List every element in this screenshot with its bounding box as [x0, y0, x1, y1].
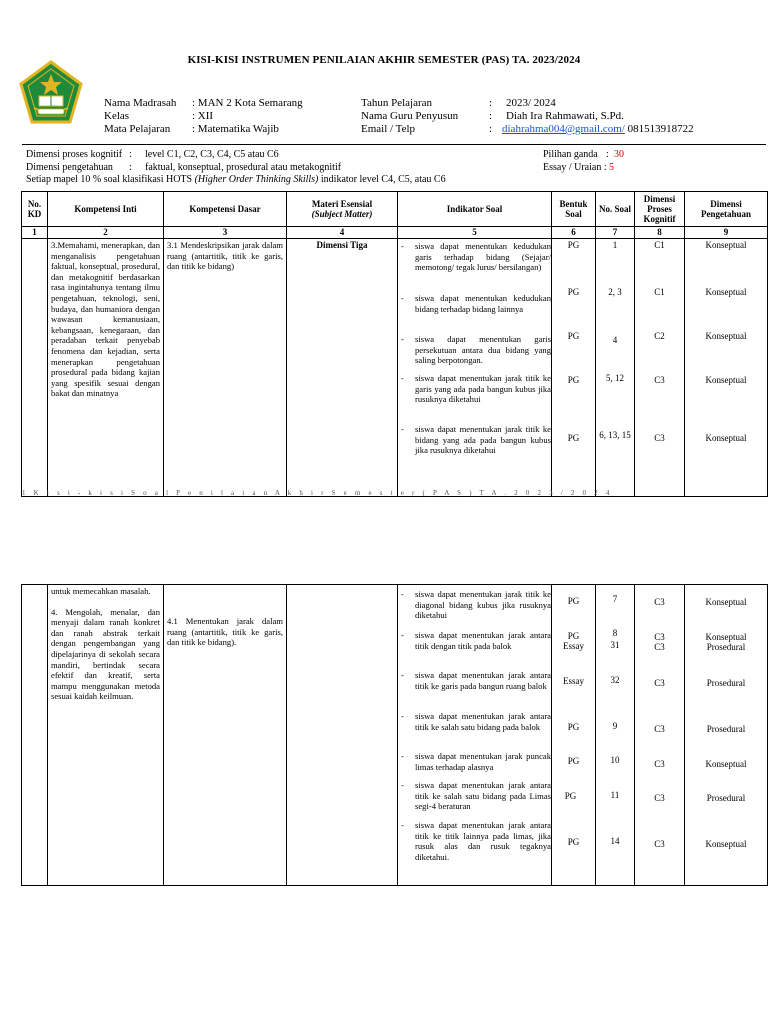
meta-pg-label: Pilihan ganda — [543, 149, 598, 160]
kemenag-emblem-icon — [18, 60, 84, 126]
value-nama-guru: Diah Ira Rahmawati, S.Pd. — [506, 110, 624, 122]
bentuk-cell — [552, 585, 596, 886]
col-number: 8 — [635, 227, 685, 239]
pengetahuan-value: Prosedural — [706, 793, 746, 803]
value-mata-pelajaran: : Matematika Wajib — [192, 123, 279, 135]
pengetahuan-value: Konseptual — [705, 839, 747, 849]
meta-essay-label: Essay / Uraian : — [543, 162, 607, 173]
pengetahuan-value: Prosedural — [706, 678, 746, 688]
pengetahuan-value: Konseptual — [705, 240, 747, 250]
kd-text: 4.1 Menentukan jarak dalam ruang (antartitik, titik ke garis, dan titik ke bidang). — [167, 616, 283, 648]
ki-text: 3.Memahami, menerapkan, dan menganalisis pengetahuan faktual, konseptual, prosedural, dan metakognitif berdasarkan rasa ingintahunya tentang ilmu pengetahuan, teknologi, seni, budaya, dan humaniora dengan wawasan kemanusiaan, kebangsaan, kenegaraan, dan peradaban terkait penyebab fenomena dan kejadian, serta menerapkan pengetahuan prosedural pada bidang kajian yang spesifik sesuai dengan bakat dan minatnya — [51, 240, 160, 399]
value-kelas: : XII — [192, 110, 214, 122]
colon: : — [129, 149, 132, 160]
colon: : — [489, 97, 493, 109]
label-tahun-pelajaran: Tahun Pelajaran — [361, 97, 433, 109]
nosoal-cell — [596, 585, 635, 886]
bentuk-value: Essay — [563, 676, 584, 686]
proses-value: C3 — [654, 375, 665, 385]
indikator-item: - siswa dapat menentukan jarak puncak limas terhadap alasnya — [401, 751, 551, 772]
nosoal-value: 8 — [612, 628, 618, 638]
ki4-text: 4. Mengolah, menalar, dan menyaji dalam ranah konkret dan ranah abstrak terkait dengan pengembangan yang dipelajarinya di sekolah secara mandiri, bertindak secara efektif dan kreatif, serta mampu menggunakan metoda sesuai kaidah keilmuan. — [51, 606, 160, 702]
pengetahuan-value: Konseptual — [705, 759, 747, 769]
col-number: 3 — [164, 227, 287, 239]
colon: : — [489, 110, 493, 122]
col-number: 9 — [685, 227, 768, 239]
col-number: 4 — [287, 227, 398, 239]
colon: : — [129, 162, 132, 173]
pengetahuan-value: Konseptual — [705, 287, 747, 297]
pengetahuan-cell — [685, 239, 768, 497]
col-number: 2 — [48, 227, 164, 239]
bentuk-value: PG — [567, 240, 580, 250]
colon: : — [606, 149, 609, 160]
indikator-item: - siswa dapat menentukan jarak antara titik ke garis pada bangun ruang balok — [401, 670, 551, 691]
nosoal-value: 11 — [610, 790, 620, 800]
kd-text: 3.1 Mendeskripsikan jarak dalam ruang (antartitik, titik ke garis, dan titik ke bidang) — [167, 240, 283, 272]
nosoal-value: 4 — [612, 335, 618, 345]
bentuk-value: Essay — [563, 641, 584, 651]
page-footer: 1 K i s i - k i s i S o a l P e n i l a i a n A k h i r S e m e s t e r ( P A S ) T A . 2 0 2 3 / 2 0 2 4 — [22, 489, 613, 497]
header-materi-esensial: Materi Esensial (Subject Matter) — [287, 192, 398, 227]
proses-cell — [635, 239, 685, 497]
bentuk-value: PG — [567, 331, 580, 341]
meta-proses-value: level C1, C2, C3, C4, C5 atau C6 — [145, 149, 279, 160]
label-email-telp: Email / Telp — [361, 123, 416, 135]
value-tahun-pelajaran: 2023/ 2024 — [506, 97, 556, 109]
col-number: 1 — [22, 227, 48, 239]
pengetahuan-value: Konseptual — [705, 632, 747, 642]
indikator-item: - siswa dapat menentukan garis persekutuan antara dua bidang yang saling berpotongan. — [401, 334, 551, 366]
nosoal-value: 6, 13, 15 — [599, 430, 631, 440]
nosoal-value: 7 — [612, 594, 618, 604]
proses-value: C3 — [654, 678, 665, 688]
meta-pengetahuan-label: Dimensi pengetahuan — [26, 162, 113, 173]
pengetahuan-value: Konseptual — [705, 375, 747, 385]
pengetahuan-value: Konseptual — [705, 597, 747, 607]
bentuk-value: PG — [567, 722, 580, 732]
proses-value: C3 — [654, 632, 665, 642]
bentuk-value: PG — [567, 596, 580, 606]
bentuk-value: PG — [567, 837, 580, 847]
email-link[interactable]: diahrahma004@gmail.com/ — [502, 123, 625, 135]
nosoal-value: 10 — [610, 755, 620, 765]
proses-value: C3 — [654, 597, 665, 607]
nosoal-value: 5, 12 — [606, 373, 624, 383]
header-divider — [22, 144, 766, 145]
col-number: 6 — [552, 227, 596, 239]
indikator-item: - siswa dapat menentukan jarak antara titik ke salah satu bidang pada Limas segi-4 beraturan — [401, 780, 551, 812]
pengetahuan-value: Konseptual — [705, 331, 747, 341]
nosoal-value: 31 — [610, 640, 620, 650]
proses-value: C1 — [654, 240, 665, 250]
header-indikator-soal: Indikator Soal — [398, 192, 552, 227]
header-no-soal: No. Soal — [596, 192, 635, 227]
value-email-telp — [502, 123, 694, 135]
materi-cell: Dimensi Tiga — [287, 239, 398, 497]
proses-value: C3 — [654, 759, 665, 769]
phone-number: 081513918722 — [624, 123, 694, 135]
meta-pg-value: 30 — [614, 149, 624, 160]
header-dimensi-proses: Dimensi Proses Kognitif — [635, 192, 685, 227]
pengetahuan-value: Prosedural — [706, 642, 746, 652]
pengetahuan-value: Konseptual — [705, 433, 747, 443]
indikator-item: - siswa dapat menentukan jarak antara titik ke salah satu bidang pada balok — [401, 711, 551, 732]
label-kelas: Kelas — [104, 110, 130, 122]
meta-essay-value: 5 — [609, 162, 614, 173]
indikator-item: - siswa dapat menentukan jarak titik ke garis yang ada pada bangun kubus jika rusuknya diketahui — [401, 373, 551, 405]
proses-value: C3 — [654, 839, 665, 849]
nosoal-cell — [596, 239, 635, 497]
indikator-item: - siswa dapat menentukan jarak titik ke bidang yang ada pada bangun kubus jika rusuknya diketahui — [401, 424, 551, 456]
bentuk-value: PG — [567, 433, 580, 443]
header-no-kd: No. KD — [22, 192, 48, 227]
kisi-kisi-table-1 — [21, 191, 768, 497]
kd-cell — [164, 585, 287, 886]
bentuk-value: PG — [567, 287, 580, 297]
ki-cell — [48, 239, 164, 497]
meta-proses-label: Dimensi proses kognitif — [26, 149, 123, 160]
bentuk-value: PG — [567, 631, 580, 641]
indikator-item: - siswa dapat menentukan kedudukan garis terhadap bidang (Sejajar/ memotong/ tegak lurus/ bersilangan) — [401, 241, 551, 273]
proses-value: C1 — [654, 287, 665, 297]
bentuk-cell — [552, 239, 596, 497]
proses-value: C3 — [654, 642, 665, 652]
kd-cell — [164, 239, 287, 497]
meta-hots-note: Setiap mapel 10 % soal klasifikasi HOTS (Higher Order Thinking Skills) indikator level C4, C5, atau C6 — [26, 174, 446, 185]
label-mata-pelajaran: Mata Pelajaran — [104, 123, 171, 135]
meta-pengetahuan-value: faktual, konseptual, prosedural atau metakognitif — [145, 162, 342, 173]
kd-number-cell — [22, 585, 48, 886]
ki-continued-text: untuk memecahkan masalah. — [51, 586, 151, 596]
indikator-item: - siswa dapat menentukan jarak antara titik dengan titik pada balok — [401, 630, 551, 651]
proses-value: C3 — [654, 793, 665, 803]
colon: : — [489, 123, 493, 135]
proses-value: C3 — [654, 433, 665, 443]
pengetahuan-cell — [685, 585, 768, 886]
bentuk-value: PG — [567, 756, 580, 766]
materi-cell — [287, 585, 398, 886]
bentuk-value: PG — [564, 791, 577, 801]
value-nama-madrasah: : MAN 2 Kota Semarang — [192, 97, 303, 109]
col-number: 7 — [596, 227, 635, 239]
ki-cell — [48, 585, 164, 886]
bentuk-value: PG — [567, 375, 580, 385]
indikator-cell — [398, 239, 552, 497]
nosoal-value: 9 — [612, 721, 618, 731]
proses-value: C3 — [654, 724, 665, 734]
indikator-cell — [398, 585, 552, 886]
pengetahuan-value: Prosedural — [706, 724, 746, 734]
label-nama-guru: Nama Guru Penyusun — [361, 110, 459, 122]
col-number: 5 — [398, 227, 552, 239]
header-dimensi-pengetahuan: Dimensi Pengetahuan — [685, 192, 768, 227]
header-kompetensi-inti: Kompetensi Inti — [48, 192, 164, 227]
page-title: KISI-KISI INSTRUMEN PENILAIAN AKHIR SEMESTER (PAS) TA. 2023/2024 — [187, 54, 581, 66]
proses-cell — [635, 585, 685, 886]
header-bentuk-soal: Bentuk Soal — [552, 192, 596, 227]
indikator-item: - siswa dapat menentukan jarak titik ke diagonal bidang kubus jika rusuknya diketahui — [401, 589, 551, 621]
kd-number-cell — [22, 239, 48, 497]
label-nama-madrasah: Nama Madrasah — [104, 97, 177, 109]
nosoal-value: 1 — [612, 240, 618, 250]
nosoal-value: 2, 3 — [608, 287, 622, 297]
indikator-item: - siswa dapat menentukan kedudukan bidang terhadap bidang lainnya — [401, 293, 551, 314]
header-kompetensi-dasar: Kompetensi Dasar — [164, 192, 287, 227]
kisi-kisi-table-2 — [21, 584, 768, 886]
nosoal-value: 32 — [610, 675, 620, 685]
nosoal-value: 14 — [610, 836, 620, 846]
indikator-item: - siswa dapat menentukan jarak antara titik ke titik lainnya pada limas, jika rusuk alas dan rusuk tegaknya diketahui. — [401, 820, 551, 862]
proses-value: C2 — [654, 331, 665, 341]
